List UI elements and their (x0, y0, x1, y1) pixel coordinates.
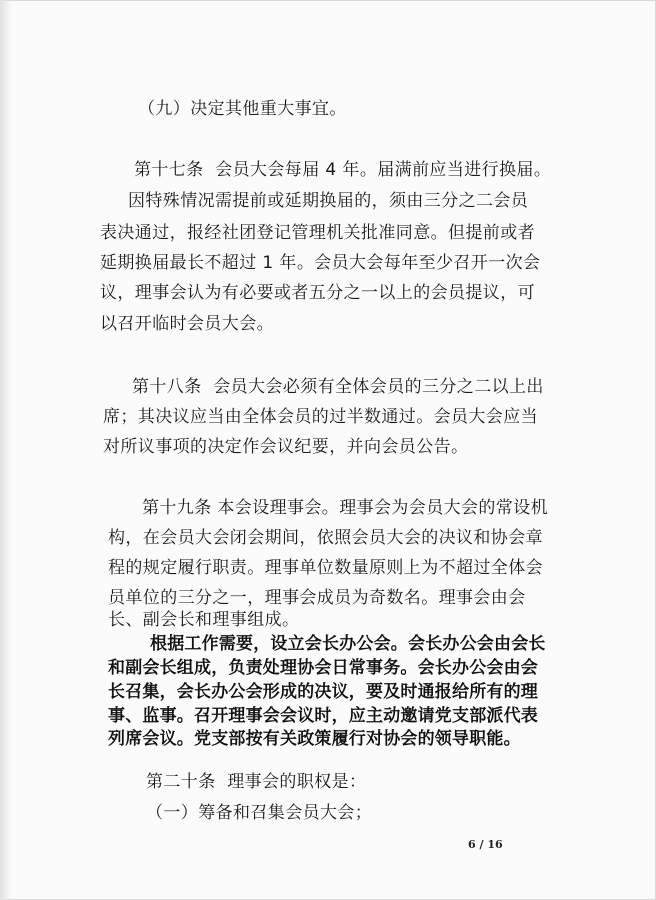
text-line: 席；其决议应当由全体会员的过半数通过。会员大会应当 (103, 407, 538, 427)
text-line-bold: 事、监事。召开理事会会议时，应主动邀请党支部派代表 (108, 706, 538, 726)
text-line: 第十八条 会员大会必须有全体会员的三分之二以上出 (132, 377, 544, 397)
text-line: 员单位的三分之一，理事会成员为奇数名。理事会由会 (108, 588, 526, 608)
text-line: 程的规定履行职责。理事单位数量原则上为不超过全体会 (108, 558, 543, 578)
text-line-bold: 和副会长组成，负责处理协会日常事务。会长办公会由会 (108, 658, 538, 678)
text-line: 议，理事会认为有必要或者五分之一以上的会员提议，可 (100, 283, 535, 303)
text-line: 以召开临时会员大会。 (100, 314, 274, 334)
page-number: 6 / 16 (468, 838, 503, 851)
text-line: 第二十条 理事会的职权是： (146, 772, 367, 792)
text-line-bold: 长召集，会长办公会形成的决议，要及时通报给所有的理 (108, 682, 538, 702)
text-line: （一）筹备和召集会员大会； (146, 803, 373, 823)
text-line-bold: 根据工作需要，设立会长办公会。会长办公会由会长 (150, 634, 546, 654)
text-line: 第十七条 会员大会每届 4 年。届满前应当进行换届。 (134, 160, 552, 180)
text-line-bold: 列席会议。党支部按有关政策履行对协会的领导职能。 (108, 729, 521, 749)
text-line: 长、副会长和理事组成。 (108, 610, 300, 630)
text-line: 构，在会员大会闭会期间，依照会员大会的决议和协会章 (108, 528, 543, 548)
text-line: 延期换届最长不超过 1 年。会员大会每年至少召开一次会 (100, 253, 541, 273)
text-line: 表决通过，报经社团登记管理机关批准同意。但提前或者 (100, 223, 535, 243)
text-line: 第十九条 本会设理事会。理事会为会员大会的常设机 (142, 498, 549, 518)
text-line: 对所议事项的决定作会议纪要，并向会员公告。 (103, 437, 469, 457)
text-line: （九）决定其他重大事宜。 (138, 99, 347, 119)
text-line: 因特殊情况需提前或延期换届的，须由三分之二会员 (128, 191, 529, 211)
